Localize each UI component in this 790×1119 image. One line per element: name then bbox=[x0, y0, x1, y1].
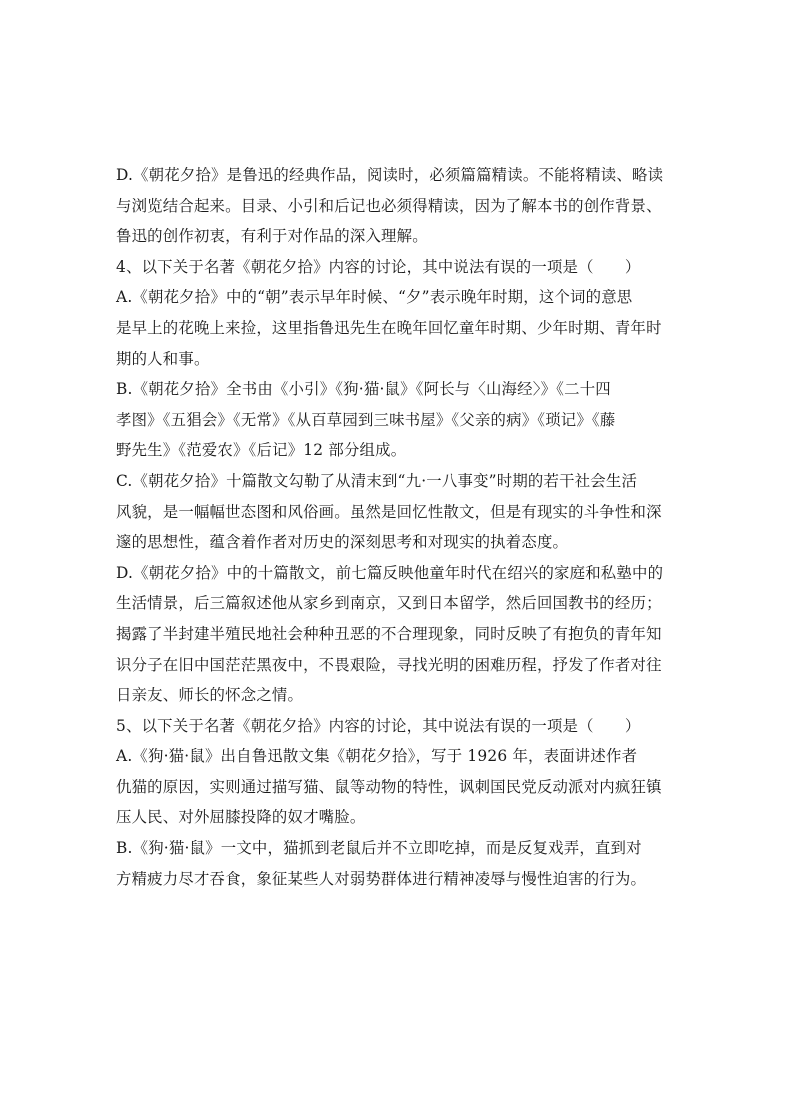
q4-option-d bbox=[116, 558, 676, 711]
text-line: 鲁迅的创作初衷，有利于对作品的深入理解。 bbox=[116, 227, 428, 246]
text-line: 期的人和事。 bbox=[116, 349, 210, 368]
text-line: 压人民、对外屈膝投降的奴才嘴脸。 bbox=[116, 808, 366, 827]
text-line: A.《朝花夕拾》中的“朝”表示早年时候、“夕”表示晚年时期，这个词的意思 bbox=[116, 288, 633, 307]
text-line: 生活情景，后三篇叙述他从家乡到南京，又到日本留学，然后回国教书的经历； bbox=[116, 594, 662, 613]
q4-option-a bbox=[116, 282, 676, 374]
text-line: 孝图》《五猖会》《无常》《从百草园到三味书屋》《父亲的病》《琐记》《藤 bbox=[116, 410, 616, 429]
text-line: D.《朝花夕拾》是鲁迅的经典作品，阅读时，必须篇篇精读。不能将精读、略读 bbox=[116, 166, 664, 184]
text-line: 是早上的花晚上来捡，这里指鲁迅先生在晚年回忆童年时期、少年时期、青年时 bbox=[116, 318, 662, 337]
text-line: B.《狗·猫·鼠》一文中，猫抓到老鼠后并不立即吃掉，而是反复戏弄，直到对 bbox=[116, 839, 642, 858]
text-line: 方精疲力尽才吞食，象征某些人对弱势群体进行精神凌辱与慢性迫害的行为。 bbox=[116, 869, 647, 888]
text-line: 日亲友、师长的怀念之情。 bbox=[116, 686, 304, 705]
text-line: A.《狗·猫·鼠》出自鲁迅散文集《朝花夕拾》，写于 1926 年，表面讲述作者 bbox=[116, 747, 638, 766]
q5-stem bbox=[116, 711, 676, 742]
document-body bbox=[116, 160, 676, 894]
text-line: B.《朝花夕拾》全书由《小引》《狗·猫·鼠》《阿长与〈山海经〉》《二十四 bbox=[116, 380, 611, 399]
text-line: 揭露了半封建半殖民地社会种种丑恶的不合理现象，同时反映了有抱负的青年知 bbox=[116, 624, 662, 643]
q5-option-b bbox=[116, 833, 676, 894]
text-line: 识分子在旧中国茫茫黑夜中，不畏艰险，寻找光明的困难历程，抒发了作者对往 bbox=[116, 655, 662, 674]
text-line: C.《朝花夕拾》十篇散文勾勒了从清末到“九·一八事变”时期的若干社会生活 bbox=[116, 471, 638, 490]
question-heading: 5、以下关于名著《朝花夕拾》内容的讨论，其中说法有误的一项是（ ） bbox=[116, 716, 641, 735]
text-line: 邃的思想性，蕴含着作者对历史的深刻思考和对现实的执着态度。 bbox=[116, 533, 569, 552]
q3-option-d bbox=[116, 160, 676, 252]
text-line: D.《朝花夕拾》中的十篇散文，前七篇反映他童年时代在绍兴的家庭和私塾中的 bbox=[116, 563, 664, 582]
question-heading: 4、以下关于名著《朝花夕拾》内容的讨论，其中说法有误的一项是（ ） bbox=[116, 257, 641, 276]
q4-option-c bbox=[116, 466, 676, 558]
q4-stem bbox=[116, 252, 676, 283]
text-line: 风貌，是一幅幅世态图和风俗画。虽然是回忆性散文，但是有现实的斗争性和深 bbox=[116, 502, 662, 521]
text-line: 与浏览结合起来。目录、小引和后记也必须得精读，因为了解本书的创作背景、 bbox=[116, 196, 662, 215]
text-line: 野先生》《范爱农》《后记》12 部分组成。 bbox=[116, 441, 407, 460]
q5-option-a bbox=[116, 741, 676, 833]
q4-option-b bbox=[116, 374, 676, 466]
text-line: 仇猫的原因，实则通过描写猫、鼠等动物的特性，讽刺国民党反动派对内疯狂镇 bbox=[116, 777, 662, 796]
